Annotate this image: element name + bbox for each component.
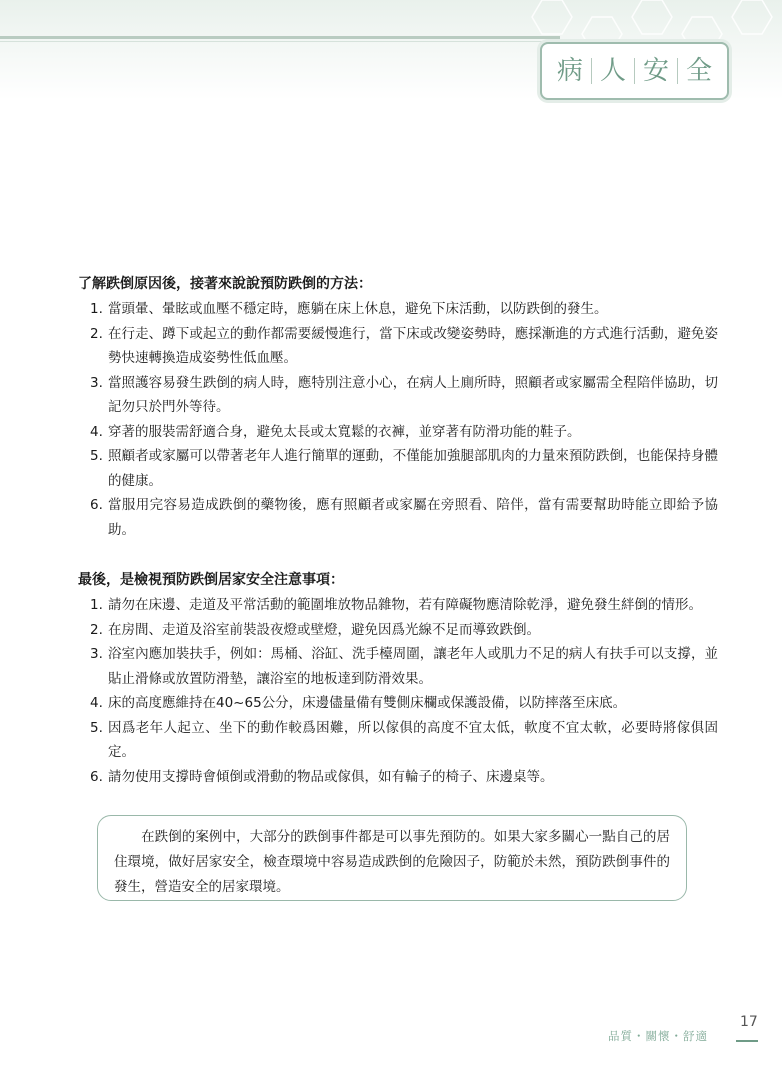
page-number: 17: [740, 1014, 758, 1030]
item-text: 請勿使用支撐時會傾倒或滑動的物品或傢俱，如有輪子的椅子、床邊桌等。: [108, 768, 554, 785]
item-number: 5.: [90, 448, 103, 464]
list-item: [78, 322, 718, 371]
item-text: 照顧者或家屬可以帶著老年人進行簡單的運動，不僅能加強腿部肌肉的力量來預防跌倒，也能保持身體的健康。: [108, 448, 718, 489]
footer-tagline: 品質・關懷・舒適: [608, 1029, 708, 1043]
header-band: [0, 0, 782, 100]
main-content: [78, 273, 718, 789]
list-item: [78, 493, 718, 542]
badge-char: 全: [686, 56, 713, 86]
item-number: 1.: [90, 597, 103, 613]
list-item: [78, 716, 718, 765]
header-rule: [0, 36, 560, 39]
section-badge: [540, 42, 729, 100]
item-text: 因爲老年人起立、坐下的動作較爲困難，所以傢俱的高度不宜太低，軟度不宜太軟，必要時將傢俱固定。: [108, 719, 718, 760]
list-item: [78, 371, 718, 420]
page-footer: [600, 1012, 760, 1048]
item-number: 6.: [90, 497, 103, 513]
item-text: 在房間、走道及浴室前裝設夜燈或壁燈，避免因爲光線不足而導致跌倒。: [108, 621, 540, 638]
list-item: [78, 765, 718, 790]
item-number: 3.: [90, 646, 103, 662]
item-number: 1.: [90, 301, 103, 317]
prevention-methods-list: [78, 297, 718, 542]
badge-char: 安: [635, 58, 678, 84]
item-text: 床的高度應維持在40~65公分，床邊儘量備有雙側床欄或保護設備，以防摔落至床底。: [108, 695, 627, 711]
item-number: 2.: [90, 325, 103, 342]
item-text: 請勿在床邊、走道及平常活動的範圍堆放物品雜物，若有障礙物應清除乾淨，避免發生絆倒的情形。: [108, 597, 702, 613]
section-heading: 最後，是檢視預防跌倒居家安全注意事項：: [78, 572, 344, 588]
list-item: [78, 642, 718, 691]
list-item: [78, 691, 718, 716]
item-number: 2.: [90, 621, 103, 638]
item-text: 在行走、蹲下或起立的動作都需要緩慢進行，當下床或改變姿勢時，應採漸進的方式進行活動，避免姿勢快速轉換造成姿勢性低血壓。: [108, 325, 718, 366]
list-item: [78, 593, 718, 618]
item-text: 穿著的服裝需舒適合身，避免太長或太寬鬆的衣褲，並穿著有防滑功能的鞋子。: [108, 423, 581, 440]
item-number: 4.: [90, 423, 103, 440]
list-item: [78, 444, 718, 493]
item-text: 當服用完容易造成跌倒的藥物後，應有照顧者或家屬在旁照看、陪伴，當有需要幫助時能立即給予協助。: [108, 497, 718, 538]
footer-rule: [736, 1040, 758, 1042]
item-number: 3.: [90, 374, 103, 391]
header-rule-thin: [0, 41, 560, 42]
item-text: 浴室內應加裝扶手，例如：馬桶、浴缸、洗手檯周圍，讓老年人或肌力不足的病人有扶手可以支撐，並貼止滑條或放置防滑墊，讓浴室的地板達到防滑效果。: [108, 646, 718, 687]
summary-callout: 在跌倒的案例中，大部分的跌倒事件都是可以事先預防的。如果大家多關心一點自己的居住環境，做好居家安全，檢查環境中容易造成跌倒的危險因子，防範於未然，預防跌倒事件的發生，營造安全的居家環境。: [97, 815, 687, 901]
list-item: [78, 420, 718, 445]
list-item: [78, 297, 718, 322]
badge-char: 人: [592, 58, 635, 84]
home-safety-list: [78, 593, 718, 789]
item-number: 5.: [90, 719, 103, 736]
item-text: 當頭暈、暈眩或血壓不穩定時，應躺在床上休息，避免下床活動，以防跌倒的發生。: [108, 301, 608, 317]
item-number: 6.: [90, 768, 103, 785]
item-text: 當照護容易發生跌倒的病人時，應特別注意小心，在病人上廁所時，照顧者或家屬需全程陪伴協助，切記勿只於門外等待。: [108, 374, 718, 415]
section-gap: [78, 542, 718, 569]
list-item: [78, 618, 718, 643]
section-heading: 了解跌倒原因後，接著來說說預防跌倒的方法：: [78, 276, 372, 292]
item-number: 4.: [90, 695, 103, 711]
badge-char: 病: [549, 58, 592, 84]
